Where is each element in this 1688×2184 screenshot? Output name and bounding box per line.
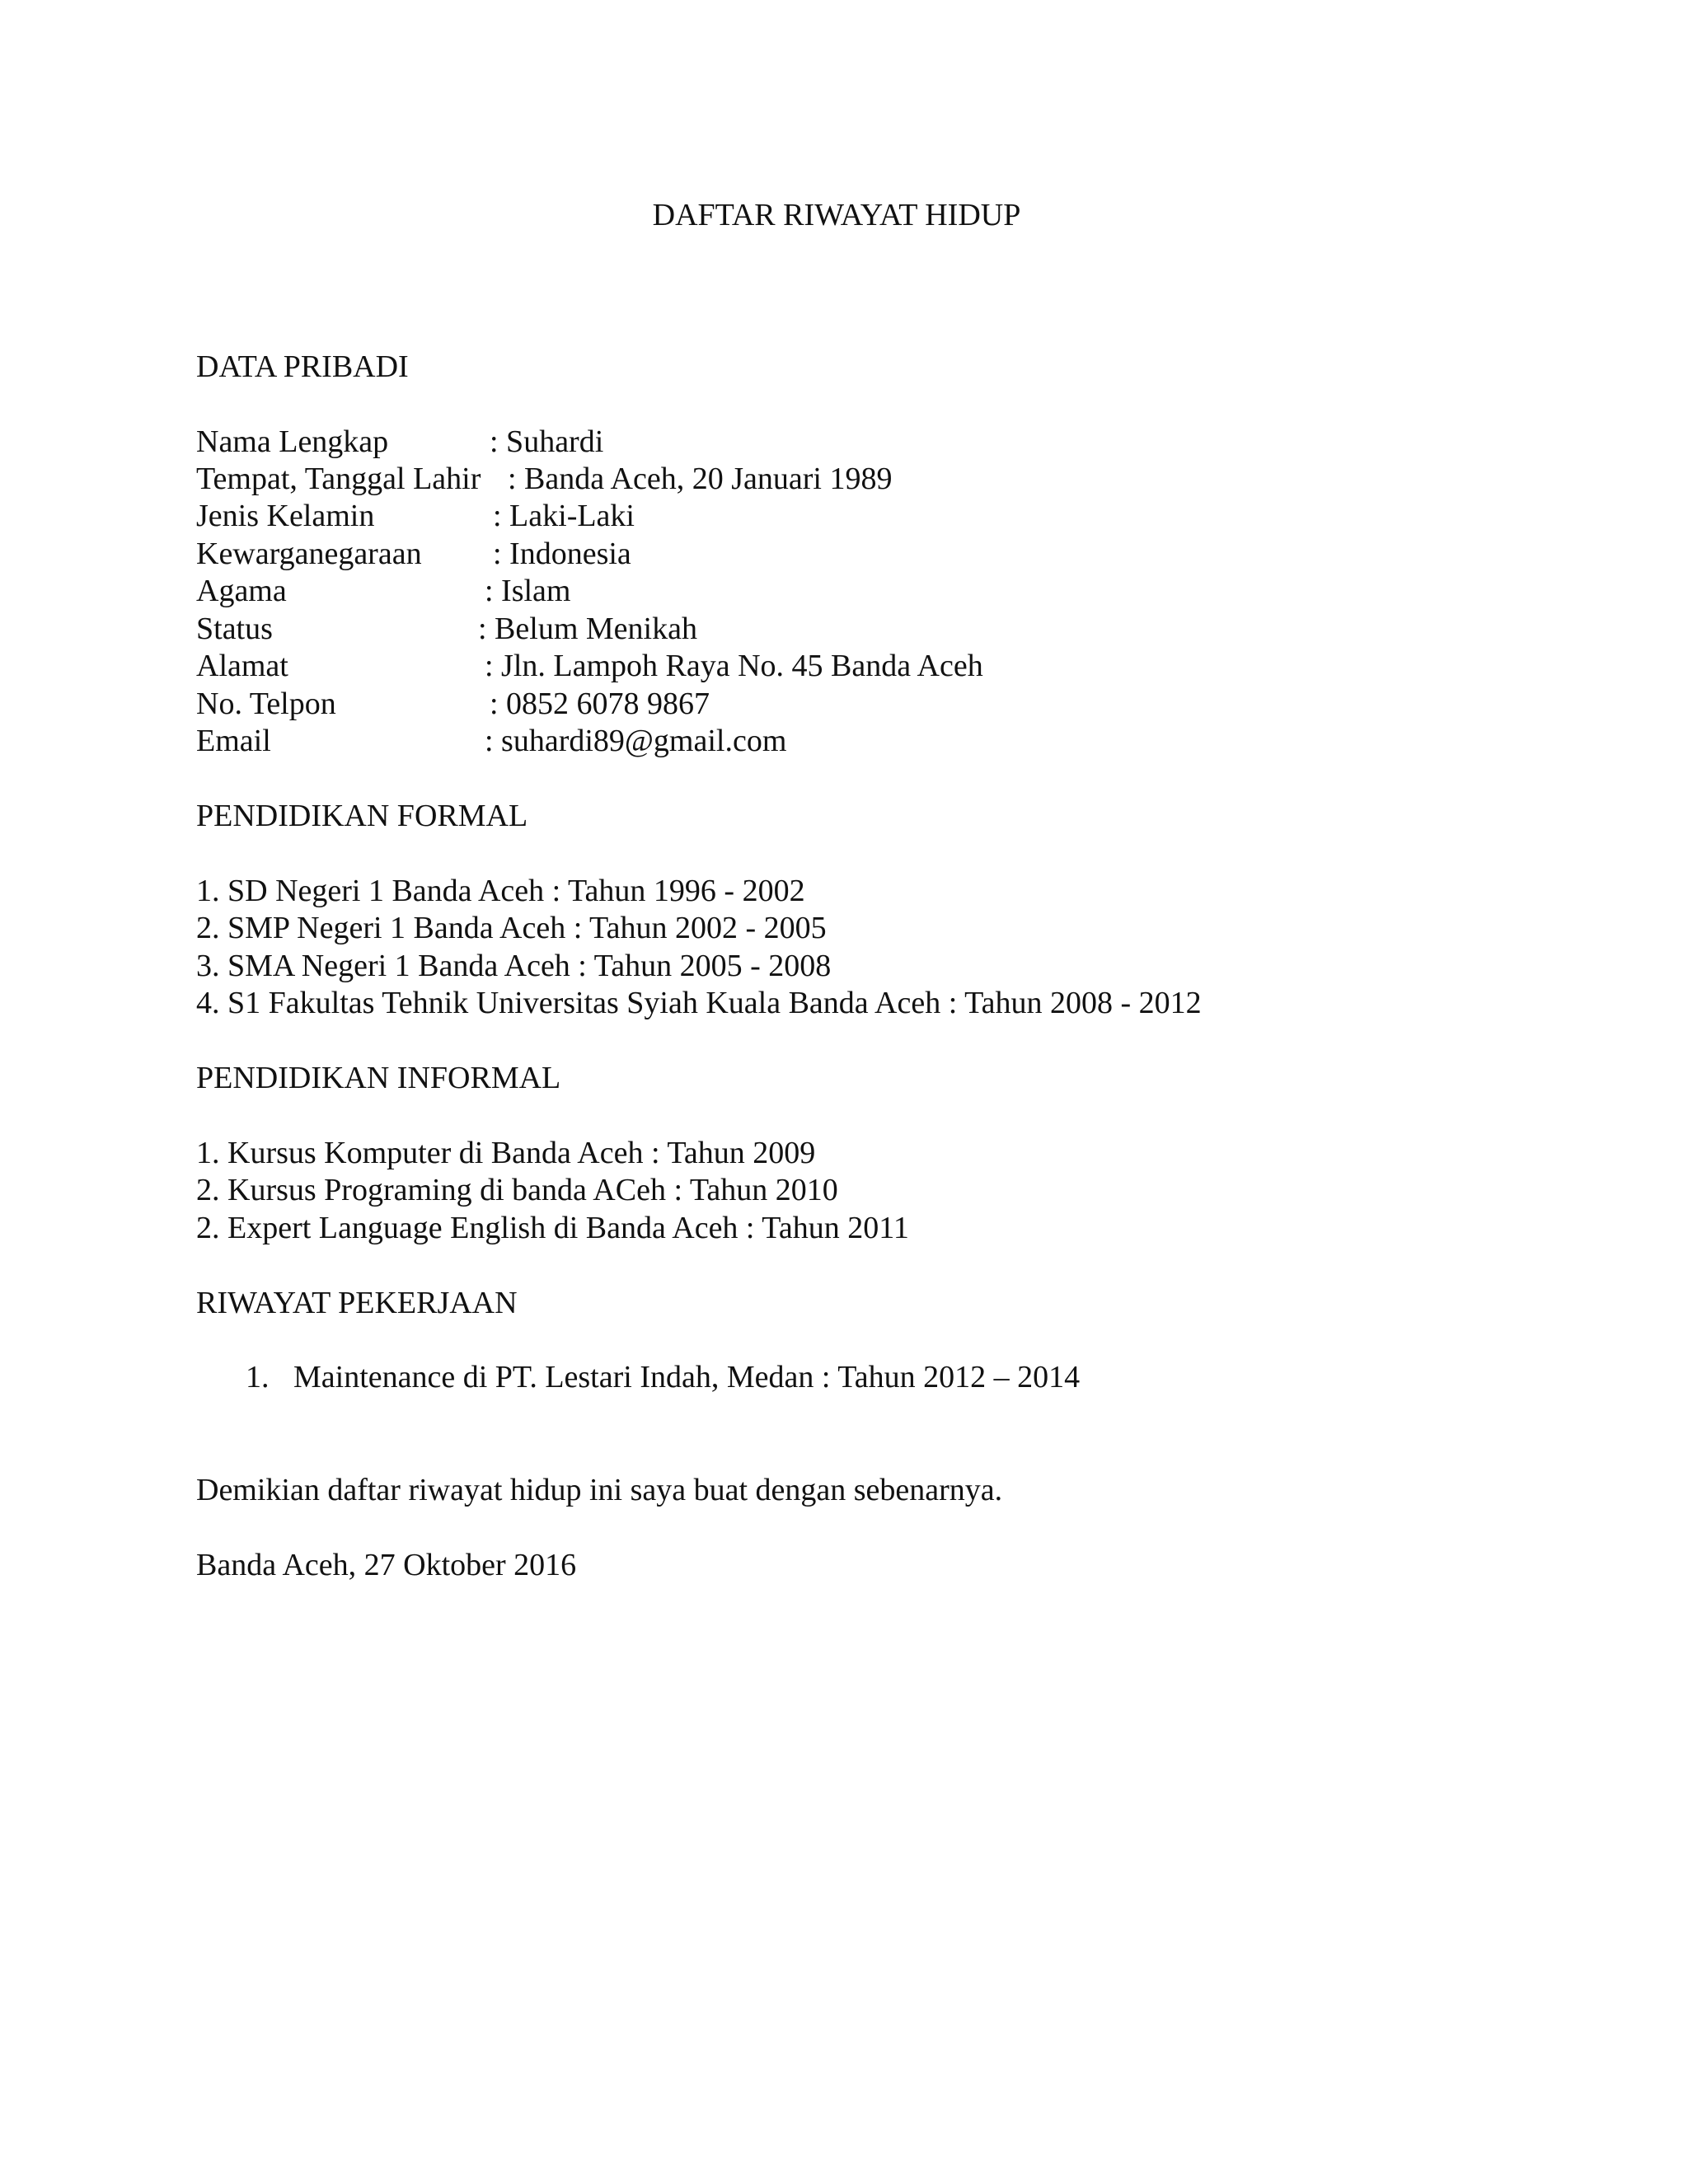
list-item: 1. Kursus Komputer di Banda Aceh : Tahun 2009 — [196, 1136, 816, 1170]
section-heading-informal-education: PENDIDIKAN INFORMAL — [196, 1061, 561, 1095]
field-value: : Indonesia — [493, 537, 631, 571]
section-heading-personal: DATA PRIBADI — [196, 349, 409, 384]
field-value: : Belum Menikah — [478, 612, 697, 646]
field-label: Nama Lengkap — [196, 424, 389, 459]
work-history-item — [246, 1358, 1080, 1396]
field-label: Status — [196, 612, 273, 646]
field-row — [196, 722, 786, 760]
list-item: 1. SD Negeri 1 Banda Aceh : Tahun 1996 - 2002 — [196, 874, 805, 908]
field-row — [196, 535, 631, 573]
list-item: 2. Expert Language English di Banda Aceh : Tahun 2011 — [196, 1211, 909, 1245]
field-label: Jenis Kelamin — [196, 499, 375, 533]
closing-statement: Demikian daftar riwayat hidup ini saya buat dengan sebenarnya. — [196, 1473, 1003, 1507]
field-row — [196, 572, 570, 610]
field-value: : Banda Aceh, 20 Januari 1989 — [508, 462, 893, 496]
field-value: : Islam — [485, 574, 571, 608]
list-item: 4. S1 Fakultas Tehnik Universitas Syiah Kuala Banda Aceh : Tahun 2008 - 2012 — [196, 986, 1202, 1020]
field-value: : Jln. Lampoh Raya No. 45 Banda Aceh — [485, 649, 983, 683]
field-row — [196, 423, 603, 461]
section-heading-formal-education: PENDIDIKAN FORMAL — [196, 799, 528, 833]
field-value: : 0852 6078 9867 — [490, 687, 710, 721]
field-row — [196, 610, 697, 648]
list-item: 3. SMA Negeri 1 Banda Aceh : Tahun 2005 - 2008 — [196, 949, 832, 983]
field-row — [196, 685, 710, 723]
field-label: Tempat, Tanggal Lahir — [196, 462, 481, 496]
section-heading-work-history: RIWAYAT PEKERJAAN — [196, 1286, 518, 1320]
field-label: Alamat — [196, 649, 288, 683]
field-value: : Suhardi — [490, 424, 604, 459]
field-label: No. Telpon — [196, 687, 336, 721]
field-label: Agama — [196, 574, 287, 608]
field-row — [196, 460, 892, 498]
list-item: 2. SMP Negeri 1 Banda Aceh : Tahun 2002 - 2005 — [196, 911, 827, 945]
field-label: Email — [196, 724, 271, 758]
field-label: Kewarganegaraan — [196, 537, 422, 571]
field-value: : Laki-Laki — [493, 499, 635, 533]
document-title: DAFTAR RIWAYAT HIDUP — [652, 198, 1021, 232]
field-row — [196, 647, 983, 685]
place-date: Banda Aceh, 27 Oktober 2016 — [196, 1548, 577, 1582]
list-item-text: Maintenance di PT. Lestari Indah, Medan : Tahun 2012 – 2014 — [293, 1360, 1081, 1394]
field-value: : suhardi89@gmail.com — [485, 724, 787, 758]
field-row — [196, 497, 635, 535]
list-number: 1. — [246, 1360, 270, 1394]
list-item: 2. Kursus Programing di banda ACeh : Tahun 2010 — [196, 1173, 838, 1207]
